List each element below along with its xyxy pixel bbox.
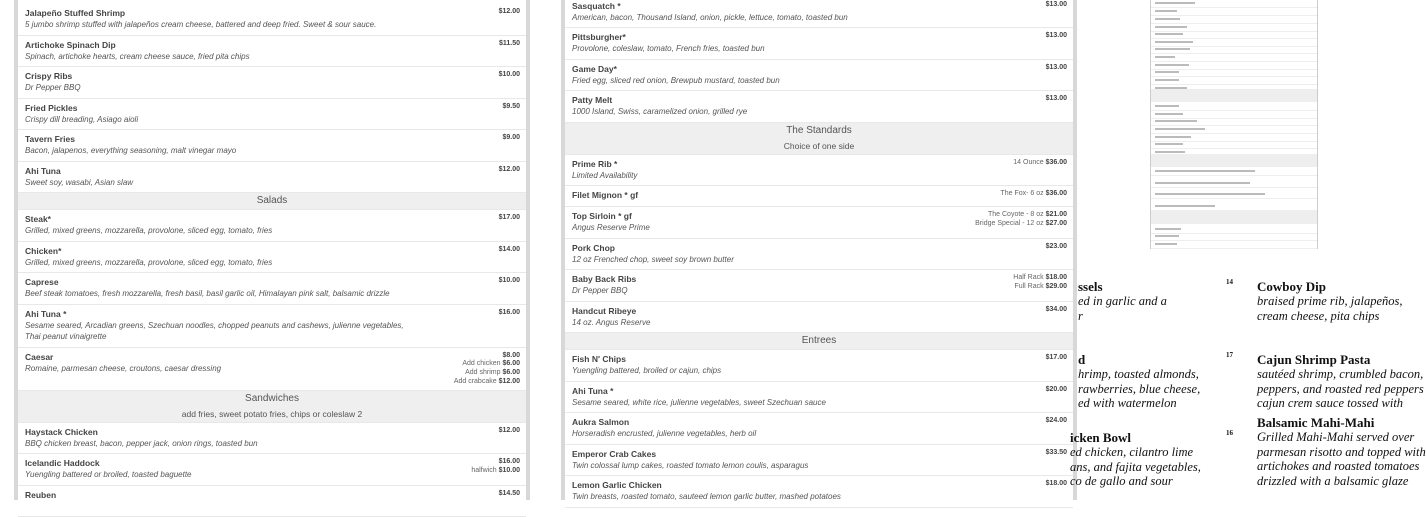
menu-item-name: Baby Back Ribs (572, 274, 636, 285)
price-value: $13.00 (1046, 95, 1067, 102)
menu-item-name: Ahi Tuna * (25, 309, 405, 320)
price-line (499, 490, 520, 499)
menu-item-name: Caprese (25, 277, 390, 288)
menu-item-text (572, 159, 637, 186)
menu-item (18, 67, 526, 99)
printed-item-price: 16 (1226, 429, 1233, 437)
menu-item-text (572, 306, 650, 333)
price-line (471, 458, 520, 467)
printed-menu-item (1257, 353, 1424, 411)
menu-panel-middle (561, 0, 1077, 500)
price-label: Half Rack (1013, 274, 1043, 281)
menu-item-name: Icelandic Haddock (25, 458, 192, 469)
menu-item (18, 4, 526, 36)
menu-item-description: 14 oz. Angus Reserve (572, 317, 650, 328)
price-line (471, 467, 520, 476)
menu-item-name: Ahi Tuna (25, 166, 133, 177)
printed-item-description: co de gallo and sour (1070, 474, 1201, 489)
menu-list (18, 0, 526, 517)
price-value: $12.00 (499, 166, 520, 173)
price-value: $9.00 (502, 134, 520, 141)
menu-item-prices (1000, 190, 1067, 206)
menu-item (565, 445, 1073, 477)
price-line (499, 427, 520, 436)
printed-item-name: Cowboy Dip (1257, 280, 1402, 294)
menu-item-prices (1046, 306, 1067, 333)
menu-item-text (25, 166, 133, 193)
menu-item (565, 350, 1073, 382)
section-header (565, 333, 1073, 350)
menu-item-description: 1000 Island, Swiss, caramelized onion, grilled rye (572, 106, 747, 117)
thumbnail-row (1151, 180, 1317, 188)
menu-item (565, 60, 1073, 92)
menu-item-name: Game Day* (572, 64, 780, 75)
price-line (1046, 64, 1067, 73)
price-value: $6.00 (502, 360, 520, 367)
printed-item-description: drizzled with a balsamic glaze (1257, 474, 1426, 489)
menu-item (18, 348, 526, 391)
menu-item (565, 239, 1073, 271)
price-line (975, 220, 1067, 229)
menu-item (18, 99, 526, 131)
menu-item-name: Patty Melt (572, 95, 747, 106)
price-value: $12.00 (499, 8, 520, 15)
menu-item-text (25, 352, 221, 390)
price-line (499, 214, 520, 223)
menu-item-text (572, 386, 826, 413)
price-value: $13.00 (1046, 32, 1067, 39)
menu-item-prices (1046, 449, 1067, 476)
price-value: $21.00 (1046, 211, 1067, 218)
thumbnail-row (1151, 126, 1317, 134)
thumbnail-section-header (1151, 154, 1317, 167)
menu-item-name: Steak* (25, 214, 272, 225)
menu-item (565, 0, 1073, 28)
price-label: Add crabcake (454, 378, 497, 385)
menu-item-name: Haystack Chicken (25, 427, 258, 438)
printed-item-description: ed in garlic and a (1078, 294, 1167, 309)
menu-item-description: American, bacon, Thousand Island, onion, pickle, lettuce, tomato, toasted bun (572, 12, 848, 23)
menu-item-name: Fried Pickles (25, 103, 138, 114)
menu-item-prices (1046, 243, 1067, 270)
price-label: The Fox- 6 oz (1000, 190, 1043, 197)
menu-item (18, 305, 526, 348)
price-value: $14.50 (499, 490, 520, 497)
price-line (1000, 190, 1067, 199)
menu-item-text (25, 246, 272, 273)
thumbnail-row (1151, 203, 1317, 211)
menu-item-name: Tavern Fries (25, 134, 236, 145)
menu-item-prices (499, 214, 520, 241)
printed-item-description: parmesan risotto and topped with (1257, 445, 1426, 460)
menu-item-description: Sweet soy, wasabi, Asian slaw (25, 177, 133, 188)
price-value: $11.50 (499, 40, 520, 47)
menu-item-description: Dr Pepper BBQ (572, 285, 636, 296)
price-value: $23.00 (1046, 243, 1067, 250)
price-line (1046, 354, 1067, 363)
menu-item (565, 28, 1073, 60)
menu-item-prices (471, 458, 520, 485)
menu-item-text (25, 277, 390, 304)
section-header (18, 193, 526, 210)
section-title: The Standards (565, 123, 1073, 139)
menu-item-description: BBQ chicken breast, bacon, pepper jack, onion rings, toasted bun (25, 438, 258, 449)
menu-item-description: Horseradish encrusted, julienne vegetables, herb oil (572, 428, 756, 439)
menu-item-text (572, 32, 765, 59)
menu-item-name: Pork Chop (572, 243, 734, 254)
price-label: Bridge Special - 12 oz (975, 220, 1043, 227)
price-value: $36.00 (1046, 159, 1067, 166)
menu-item-prices (1046, 32, 1067, 59)
menu-item-description: Yuengling battered, broiled or cajun, chips (572, 365, 721, 376)
menu-item-name: Emperor Crab Cakes (572, 449, 808, 460)
section-header (18, 391, 526, 423)
menu-item (18, 130, 526, 162)
menu-item-name: Artichoke Spinach Dip (25, 40, 250, 51)
section-title: Entrees (565, 333, 1073, 349)
printed-item-description: cajun crem sauce tossed with (1257, 396, 1424, 411)
price-value: $27.00 (1046, 220, 1067, 227)
menu-item-prices (499, 71, 520, 98)
menu-item-description: Sesame seared, white rice, julienne vegetables, sweet Szechuan sauce (572, 397, 826, 408)
menu-item-prices (1013, 274, 1067, 301)
price-line (454, 378, 520, 387)
price-line (454, 369, 520, 378)
printed-item-description: hrimp, toasted almonds, (1078, 367, 1200, 382)
printed-menu-item (1257, 416, 1426, 488)
menu-item-description: Grilled, mixed greens, mozzarella, provolone, sliced egg, tomato, fries (25, 225, 272, 236)
menu-item (18, 273, 526, 305)
menu-item-prices (499, 166, 520, 193)
thumbnail-row (1151, 103, 1317, 111)
price-line (499, 166, 520, 175)
menu-item-text (572, 274, 636, 301)
thumbnail-row (1151, 69, 1317, 77)
menu-item (18, 210, 526, 242)
menu-item-description: Romaine, parmesan cheese, croutons, caesar dressing (25, 363, 221, 374)
menu-item-name: Handcut Ribeye (572, 306, 650, 317)
section-subtitle: Choice of one side (565, 139, 1073, 154)
menu-item-description: 12 oz Frenched chop, sweet soy brown butter (572, 254, 734, 265)
section-header (565, 123, 1073, 155)
price-line (499, 8, 520, 17)
price-value: $12.00 (499, 427, 520, 434)
price-value: $12.00 (499, 378, 520, 385)
printed-item-name: icken Bowl (1070, 431, 1201, 445)
price-value: $8.00 (502, 352, 520, 359)
price-value: $10.00 (499, 277, 520, 284)
menu-item-description: Sesame seared, Arcadian greens, Szechuan noodles, chopped peanuts and cashews, julienne vegetables, Thai peanut vinaigrette (25, 320, 405, 342)
menu-item-description: Grilled, mixed greens, mozzarella, provolone, sliced egg, tomato, fries (25, 257, 272, 268)
menu-item-text (25, 458, 192, 485)
price-line (1013, 283, 1067, 292)
price-label: Add shrimp (465, 369, 500, 376)
section-title: Sandwiches (18, 391, 526, 407)
thumbnail-section-header (1151, 89, 1317, 102)
menu-item-description: Fried egg, sliced red onion, Brewpub mustard, toasted bun (572, 75, 780, 86)
printed-item-name: d (1078, 353, 1200, 367)
price-label: Full Rack (1014, 283, 1043, 290)
printed-menu-crop (1080, 270, 1400, 500)
menu-item-description: Twin colossal lump cakes, roasted tomato lemon coulis, asparagus (572, 460, 808, 471)
printed-menu-item (1257, 280, 1402, 323)
menu-item-name: Ahi Tuna * (572, 386, 826, 397)
printed-menu-item (1078, 280, 1167, 323)
price-value: $29.00 (1046, 283, 1067, 290)
menu-item (565, 382, 1073, 414)
menu-item-prices (1046, 417, 1067, 444)
price-line (454, 360, 520, 369)
menu-item-prices (1046, 1, 1067, 27)
printed-item-name: ssels (1078, 280, 1167, 294)
price-line (1046, 480, 1067, 489)
price-value: $16.00 (499, 458, 520, 465)
price-label: halfwich (471, 467, 496, 474)
menu-item (565, 476, 1073, 508)
menu-item-name: Lemon Garlic Chicken (572, 480, 841, 491)
menu-item-description: Bacon, jalapenos, everything seasoning, malt vinegar mayo (25, 145, 236, 156)
price-value: $18.00 (1046, 274, 1067, 281)
menu-item-text (572, 95, 747, 122)
thumbnail-row (1151, 168, 1317, 176)
menu-item-text (572, 1, 848, 27)
price-line (499, 246, 520, 255)
price-line (1046, 386, 1067, 395)
price-line (454, 352, 520, 361)
section-subtitle: add fries, sweet potato fries, chips or coleslaw 2 (18, 407, 526, 422)
printed-item-description: peppers, and roasted red peppers (1257, 382, 1424, 397)
menu-item-name: Jalapeño Stuffed Shrimp (25, 8, 376, 19)
menu-panel-left (14, 0, 530, 500)
menu-item-name: Fish N' Chips (572, 354, 721, 365)
printed-item-name: Balsamic Mahi-Mahi (1257, 416, 1426, 430)
menu-item-name: Prime Rib * (572, 159, 637, 170)
price-line (499, 40, 520, 49)
menu-item (18, 486, 526, 517)
price-value: $17.00 (1046, 354, 1067, 361)
printed-menu-item (1070, 431, 1201, 489)
thumbnail-row (1151, 46, 1317, 54)
menu-item-text (572, 417, 756, 444)
menu-item-name: Sasquatch * (572, 1, 848, 12)
thumbnail-row (1151, 233, 1317, 241)
printed-item-description: cream cheese, pita chips (1257, 309, 1402, 324)
menu-item (565, 91, 1073, 123)
menu-item-name: Filet Mignon * gf (572, 190, 638, 201)
menu-item-name: Aukra Salmon (572, 417, 756, 428)
menu-item-prices (1046, 354, 1067, 381)
price-line (1046, 306, 1067, 315)
menu-item-prices (1046, 480, 1067, 507)
menu-item (565, 270, 1073, 302)
menu-item-description: Angus Reserve Prime (572, 222, 650, 233)
menu-item-description: Yuengling battered or broiled, toasted baguette (25, 469, 192, 480)
menu-item-prices (499, 8, 520, 35)
menu-item-text (25, 8, 376, 35)
menu-item-prices (1046, 64, 1067, 91)
thumbnail-row (1151, 77, 1317, 85)
price-value: $18.00 (1046, 480, 1067, 487)
thumbnail-row (1151, 191, 1317, 199)
menu-item-name: Chicken* (25, 246, 272, 257)
price-line (1046, 32, 1067, 41)
menu-item-text (572, 243, 734, 270)
menu-item-prices (499, 427, 520, 454)
thumbnail-section-header (1151, 211, 1317, 224)
menu-item-description: Dr Pepper BBQ (25, 82, 81, 93)
price-line (1046, 95, 1067, 104)
menu-item-prices (1046, 386, 1067, 413)
menu-item-description: Twin breasts, roasted tomato, sauteed lemon garlic butter, mashed potatoes (572, 491, 841, 502)
printed-item-description: artichokes and roasted tomatoes (1257, 459, 1426, 474)
price-value: $20.00 (1046, 386, 1067, 393)
price-value: $10.00 (499, 71, 520, 78)
menu-thumbnail-image (1150, 0, 1318, 249)
menu-item-description: Spinach, artichoke hearts, cream cheese sauce, fried pita chips (25, 51, 250, 62)
menu-item (18, 36, 526, 68)
price-value: $33.50 (1046, 449, 1067, 456)
menu-item-prices (499, 309, 520, 347)
price-value: $9.50 (502, 103, 520, 110)
menu-item-name: Reuben (25, 490, 56, 501)
price-line (975, 211, 1067, 220)
price-label: The Coyote - 8 oz (988, 211, 1044, 218)
price-value: $10.00 (499, 467, 520, 474)
menu-item-prices (502, 103, 520, 130)
printed-item-price: 17 (1226, 351, 1233, 359)
price-line (502, 103, 520, 112)
menu-item-prices (975, 211, 1067, 238)
menu-item-text (25, 214, 272, 241)
price-line (502, 134, 520, 143)
price-line (1013, 274, 1067, 283)
price-value: $6.00 (502, 369, 520, 376)
menu-item-text (25, 71, 81, 98)
menu-item-description: Provolone, coleslaw, tomato, French fries, toasted bun (572, 43, 765, 54)
menu-item (18, 162, 526, 194)
menu-item (565, 155, 1073, 187)
menu-item-text (25, 309, 405, 347)
menu-item-prices (502, 134, 520, 161)
menu-item-text (572, 449, 808, 476)
price-line (499, 309, 520, 318)
thumbnail-row (1151, 141, 1317, 149)
menu-item (18, 454, 526, 486)
menu-item-text (572, 190, 638, 206)
thumbnail-row (1151, 16, 1317, 24)
price-value: $36.00 (1046, 190, 1067, 197)
menu-item-prices (499, 490, 520, 517)
price-line (1046, 449, 1067, 458)
menu-item (565, 413, 1073, 445)
menu-item-text (25, 103, 138, 130)
price-label: Add chicken (462, 360, 500, 367)
menu-item-prices (1013, 159, 1067, 186)
price-line (1046, 243, 1067, 252)
thumbnail-row (1151, 54, 1317, 62)
menu-item-text (25, 134, 236, 161)
menu-item (18, 242, 526, 274)
printed-item-description: braised prime rib, jalapeños, (1257, 294, 1402, 309)
price-label: 14 Ounce (1013, 159, 1043, 166)
menu-item-name: Pittsburgher* (572, 32, 765, 43)
menu-item-description: 5 jumbo shrimp stuffed with jalapeños cream cheese, battered and deep fried. Sweet & sour sauce. (25, 19, 376, 30)
menu-item-description: Crispy dill breading, Asiago aioli (25, 114, 138, 125)
menu-item (18, 423, 526, 455)
printed-item-description: sautéed shrimp, crumbled bacon, (1257, 367, 1424, 382)
price-value: $17.00 (499, 214, 520, 221)
menu-item-text (572, 211, 650, 238)
menu-item-name: Crispy Ribs (25, 71, 81, 82)
price-line (1013, 159, 1067, 168)
price-value: $16.00 (499, 309, 520, 316)
price-value: $13.00 (1046, 1, 1067, 8)
menu-item-text (572, 354, 721, 381)
menu-item-prices (1046, 95, 1067, 122)
menu-item-prices (499, 40, 520, 67)
menu-item-name: Top Sirloin * gf (572, 211, 650, 222)
price-value: $24.00 (1046, 417, 1067, 424)
menu-item-text (25, 427, 258, 454)
menu-item-text (25, 490, 56, 517)
menu-list (565, 0, 1073, 508)
thumbnail-row (1151, 0, 1317, 8)
menu-item-description: Limited Availability (572, 170, 637, 181)
printed-item-price: 14 (1226, 278, 1233, 286)
thumbnail-row (1151, 118, 1317, 126)
menu-item-prices (499, 277, 520, 304)
printed-item-description: ed with watermelon (1078, 396, 1200, 411)
menu-item-prices (499, 246, 520, 273)
thumbnail-row (1151, 8, 1317, 16)
printed-item-description: ed chicken, cilantro lime (1070, 445, 1201, 460)
printed-item-description: rawberries, blue cheese, (1078, 382, 1200, 397)
thumbnail-row (1151, 241, 1317, 249)
printed-item-description: Grilled Mahi-Mahi served over (1257, 430, 1426, 445)
price-value: $14.00 (499, 246, 520, 253)
menu-item (565, 302, 1073, 334)
menu-item (565, 207, 1073, 239)
menu-item-text (572, 480, 841, 507)
price-line (1046, 1, 1067, 10)
price-line (499, 71, 520, 80)
menu-item-name: Caesar (25, 352, 221, 363)
menu-item-prices (454, 352, 520, 390)
menu-item (565, 186, 1073, 207)
printed-menu-item (1078, 353, 1200, 411)
printed-item-description: r (1078, 309, 1167, 324)
menu-item-text (572, 64, 780, 91)
printed-item-name: Cajun Shrimp Pasta (1257, 353, 1424, 367)
thumbnail-row (1151, 31, 1317, 39)
printed-item-description: ans, and fajita vegetables, (1070, 460, 1201, 475)
price-line (499, 277, 520, 286)
price-line (1046, 417, 1067, 426)
price-value: $34.00 (1046, 306, 1067, 313)
price-value: $13.00 (1046, 64, 1067, 71)
menu-item-description: Beef steak tomatoes, fresh mozzarella, fresh basil, basil garlic oil, Himalayan pink salt, balsamic drizzle (25, 288, 390, 299)
menu-item-text (25, 40, 250, 67)
section-title: Salads (18, 193, 526, 209)
